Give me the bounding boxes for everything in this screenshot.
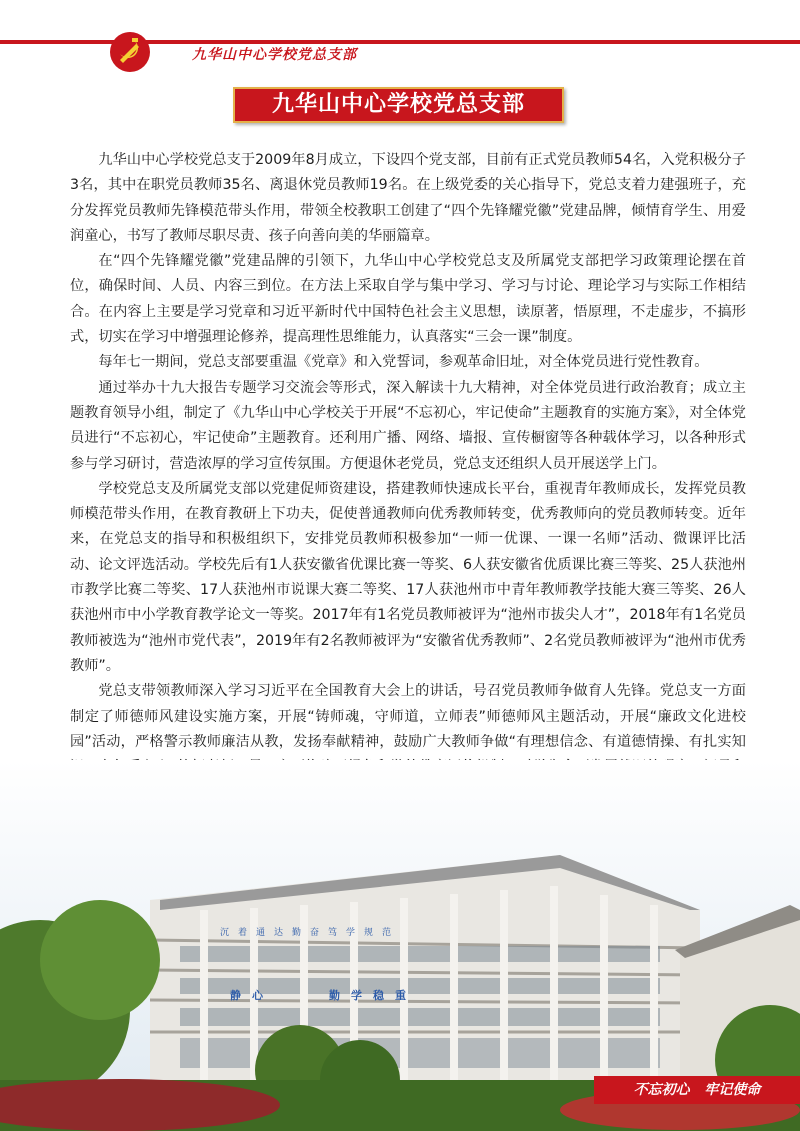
paragraph-1: 九华山中心学校党总支于2009年8月成立，下设四个党支部，目前有正式党员教师54名，入党积极分子3名，其中在职党员教师35名、离退休党员教师19名。在上级党委的关心指导下，党总支着力建强班子，充分发挥党员教师先锋模范带头作用，带领全校教职工创建了“四个先锋耀党徽”党建品牌，倾情育学生、用爱润童心，书写了教师尽职尽责、孩子向善向美的华丽篇章。 (70, 152, 746, 244)
paragraph-6: 党总支带领教师深入学习习近平在全国教育大会上的讲话，号召党员教师争做育人先锋。党总支一方面制定了师德师风建设实施方案，开展“铸师魂，守师道，立师表”师德师风主题活动，开展“廉政文化进校园”活动，严格警示教师廉洁从教，发扬奉献精神，鼓励广大教师争做“有理想信念、有道德情操、有扎实知 (70, 683, 746, 750)
paragraph-3: 每年七一期间，党总支部要重温《党章》和入党誓词，参观革命旧址，对全体党员进行党性教育。 (98, 354, 709, 371)
building-banner-mid: 静 心 勤 学 稳 重 (230, 989, 406, 1002)
article-body (70, 148, 746, 831)
header-org-name: 九华山中心学校党总支部 (192, 47, 357, 63)
paragraph-2: 在“四个先锋耀党徽”党建品牌的引领下，九华山中心学校党总支及所属党支部把学习政策理论摆在首位，确保时间、人员、内容三到位。在方法上采取自学与集中学习、学习与讨论、理论学习与实际工作相结合。在内容上主要是学习党章和习近平新时代中国特色社会主义思想，读原著，悟原理，不走虚步，不搞形式，切实在学习中增强理论修养，提高理性思维能力，认真落实“三会一课”制度。 (70, 253, 746, 346)
paragraph-4: 通过举办十九大报告专题学习交流会等形式，深入解读十九大精神，对全体党员进行政治教育；成立主题教育领导小组，制定了《九华山中心学校关于开展“不忘初心，牢记使命”主题教育的实施方案》，对全体党员进行“不忘初心，牢记使命”主题教育。还利用广播、网络、墙报、宣传橱窗等各种载体学习，以各种形式参与学习研讨，营造浓厚的学习宣传氛围。方便退休老党员，党总支还组织人员开展送学上门。 (70, 379, 746, 472)
title-banner (233, 87, 564, 123)
party-emblem-icon (108, 30, 152, 74)
page-header (0, 0, 800, 78)
building-banner-top: 沉 着 通 达 勤 奋 笃 学 规 范 (220, 928, 392, 938)
slogan-text: 不忘初心 牢记使命 (633, 1082, 761, 1098)
paragraph-5: 学校党总支及所属党支部以党建促师资建设，搭建教师快速成长平台，重视青年教师成长，发挥党员教师模范带头作用，在教育教研上下功夫，促使普通教师向优秀教师转变，优秀教师向的党员教师转变。近年来，在党总支的指导和积极组织下，安排党员教师积极参加“一师一优课、一课一名师”活动、微课评比活动、论文评选活动。学校先后有1人获安徽省优课比赛一等奖、6人获安徽省优质课比赛三等奖、25人获池州市教学比赛二等奖、17人获池州市说课大赛二等奖、17人获池州市中青年教师教学技能大赛三等奖、26人获池州市中小学教育教学论文一等奖。2017年有1名党员教师被评为“池州市拔尖人才”，2018年有1名党员教师被选为“池州市党代表”，2019年有2名教师被评为“安徽省优秀教师”、2名党员教师被评为“池州市优秀教师”。 (70, 480, 746, 674)
page-title: 九华山中心学校党总支部 (271, 92, 525, 117)
slogan-banner (594, 1076, 800, 1104)
